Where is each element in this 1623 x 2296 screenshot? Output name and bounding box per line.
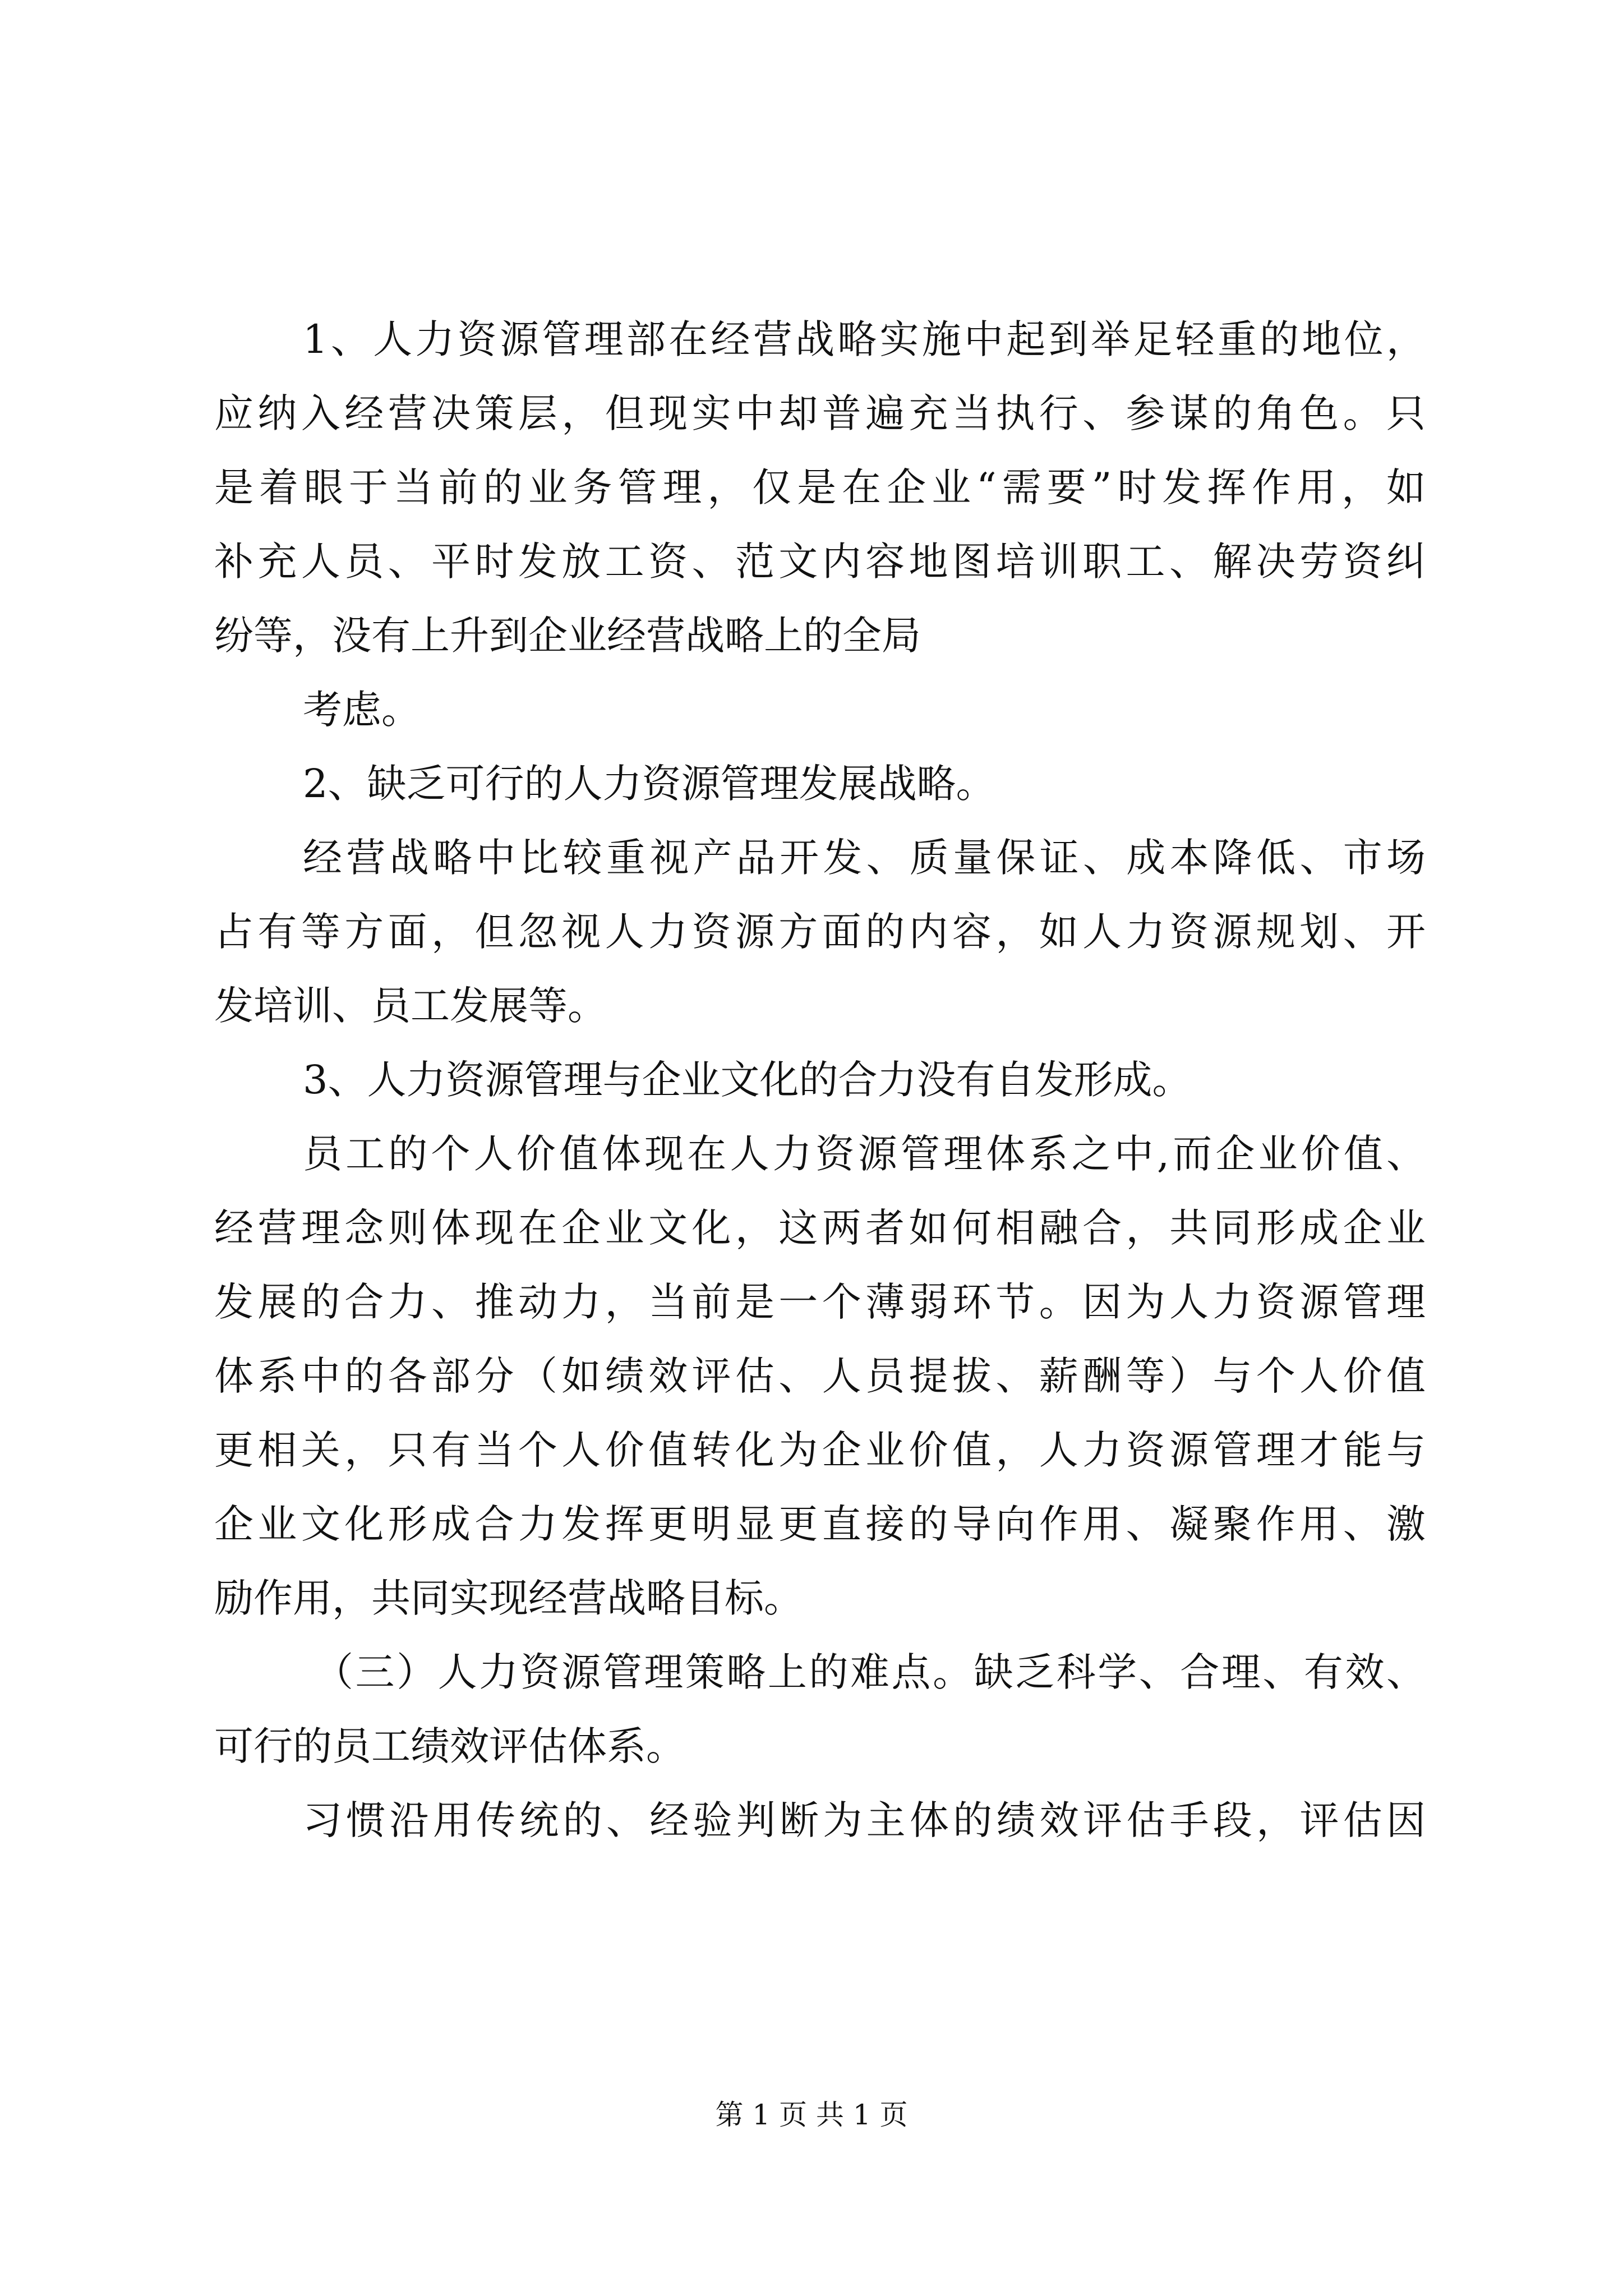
text-line: （三）人力资源管理策略上的难点。缺乏科学、合理、有效、 [314, 1649, 1426, 1695]
text-line: 是着眼于当前的业务管理，仅是在企业“需要”时发挥作用，如 [214, 464, 1426, 510]
text-line: 发展的合力、推动力，当前是一个薄弱环节。因为人力资源管理 [214, 1279, 1426, 1325]
text-line: 经营战略中比较重视产品开发、质量保证、成本降低、市场 [303, 835, 1426, 881]
text-line: 占有等方面，但忽视人力资源方面的内容，如人力资源规划、开 [214, 909, 1426, 955]
text-line: 考虑。 [303, 687, 421, 733]
text-line: 员工的个人价值体现在人力资源管理体系之中,而企业价值、 [303, 1131, 1426, 1177]
text-line: 发培训、员工发展等。 [214, 983, 607, 1029]
text-line: 纷等，没有上升到企业经营战略上的全局 [214, 613, 921, 659]
text-line: 体系中的各部分（如绩效评估、人员提拔、薪酬等）与个人价值 [214, 1353, 1426, 1399]
text-line: 经营理念则体现在企业文化，这两者如何相融合，共同形成企业 [214, 1205, 1426, 1251]
text-line: 企业文化形成合力发挥更明显更直接的导向作用、凝聚作用、激 [214, 1501, 1426, 1547]
text-line: 3、人力资源管理与企业文化的合力没有自发形成。 [303, 1057, 1192, 1103]
text-line: 2、缺乏可行的人力资源管理发展战略。 [303, 761, 995, 807]
text-line: 1、人力资源管理部在经营战略实施中起到举足轻重的地位， [303, 316, 1426, 362]
text-line: 励作用，共同实现经营战略目标。 [214, 1575, 803, 1621]
page-footer: 第 1 页 共 1 页 [715, 2099, 908, 2131]
text-line: 补充人员、平时发放工资、范文内容地图培训职工、解决劳资纠 [214, 539, 1426, 585]
text-line: 可行的员工绩效评估体系。 [214, 1723, 685, 1769]
text-line: 更相关，只有当个人价值转化为企业价值，人力资源管理才能与 [214, 1427, 1426, 1473]
text-line: 应纳入经营决策层，但现实中却普遍充当执行、参谋的角色。只 [214, 390, 1426, 436]
text-line: 习惯沿用传统的、经验判断为主体的绩效评估手段，评估因 [303, 1797, 1426, 1843]
